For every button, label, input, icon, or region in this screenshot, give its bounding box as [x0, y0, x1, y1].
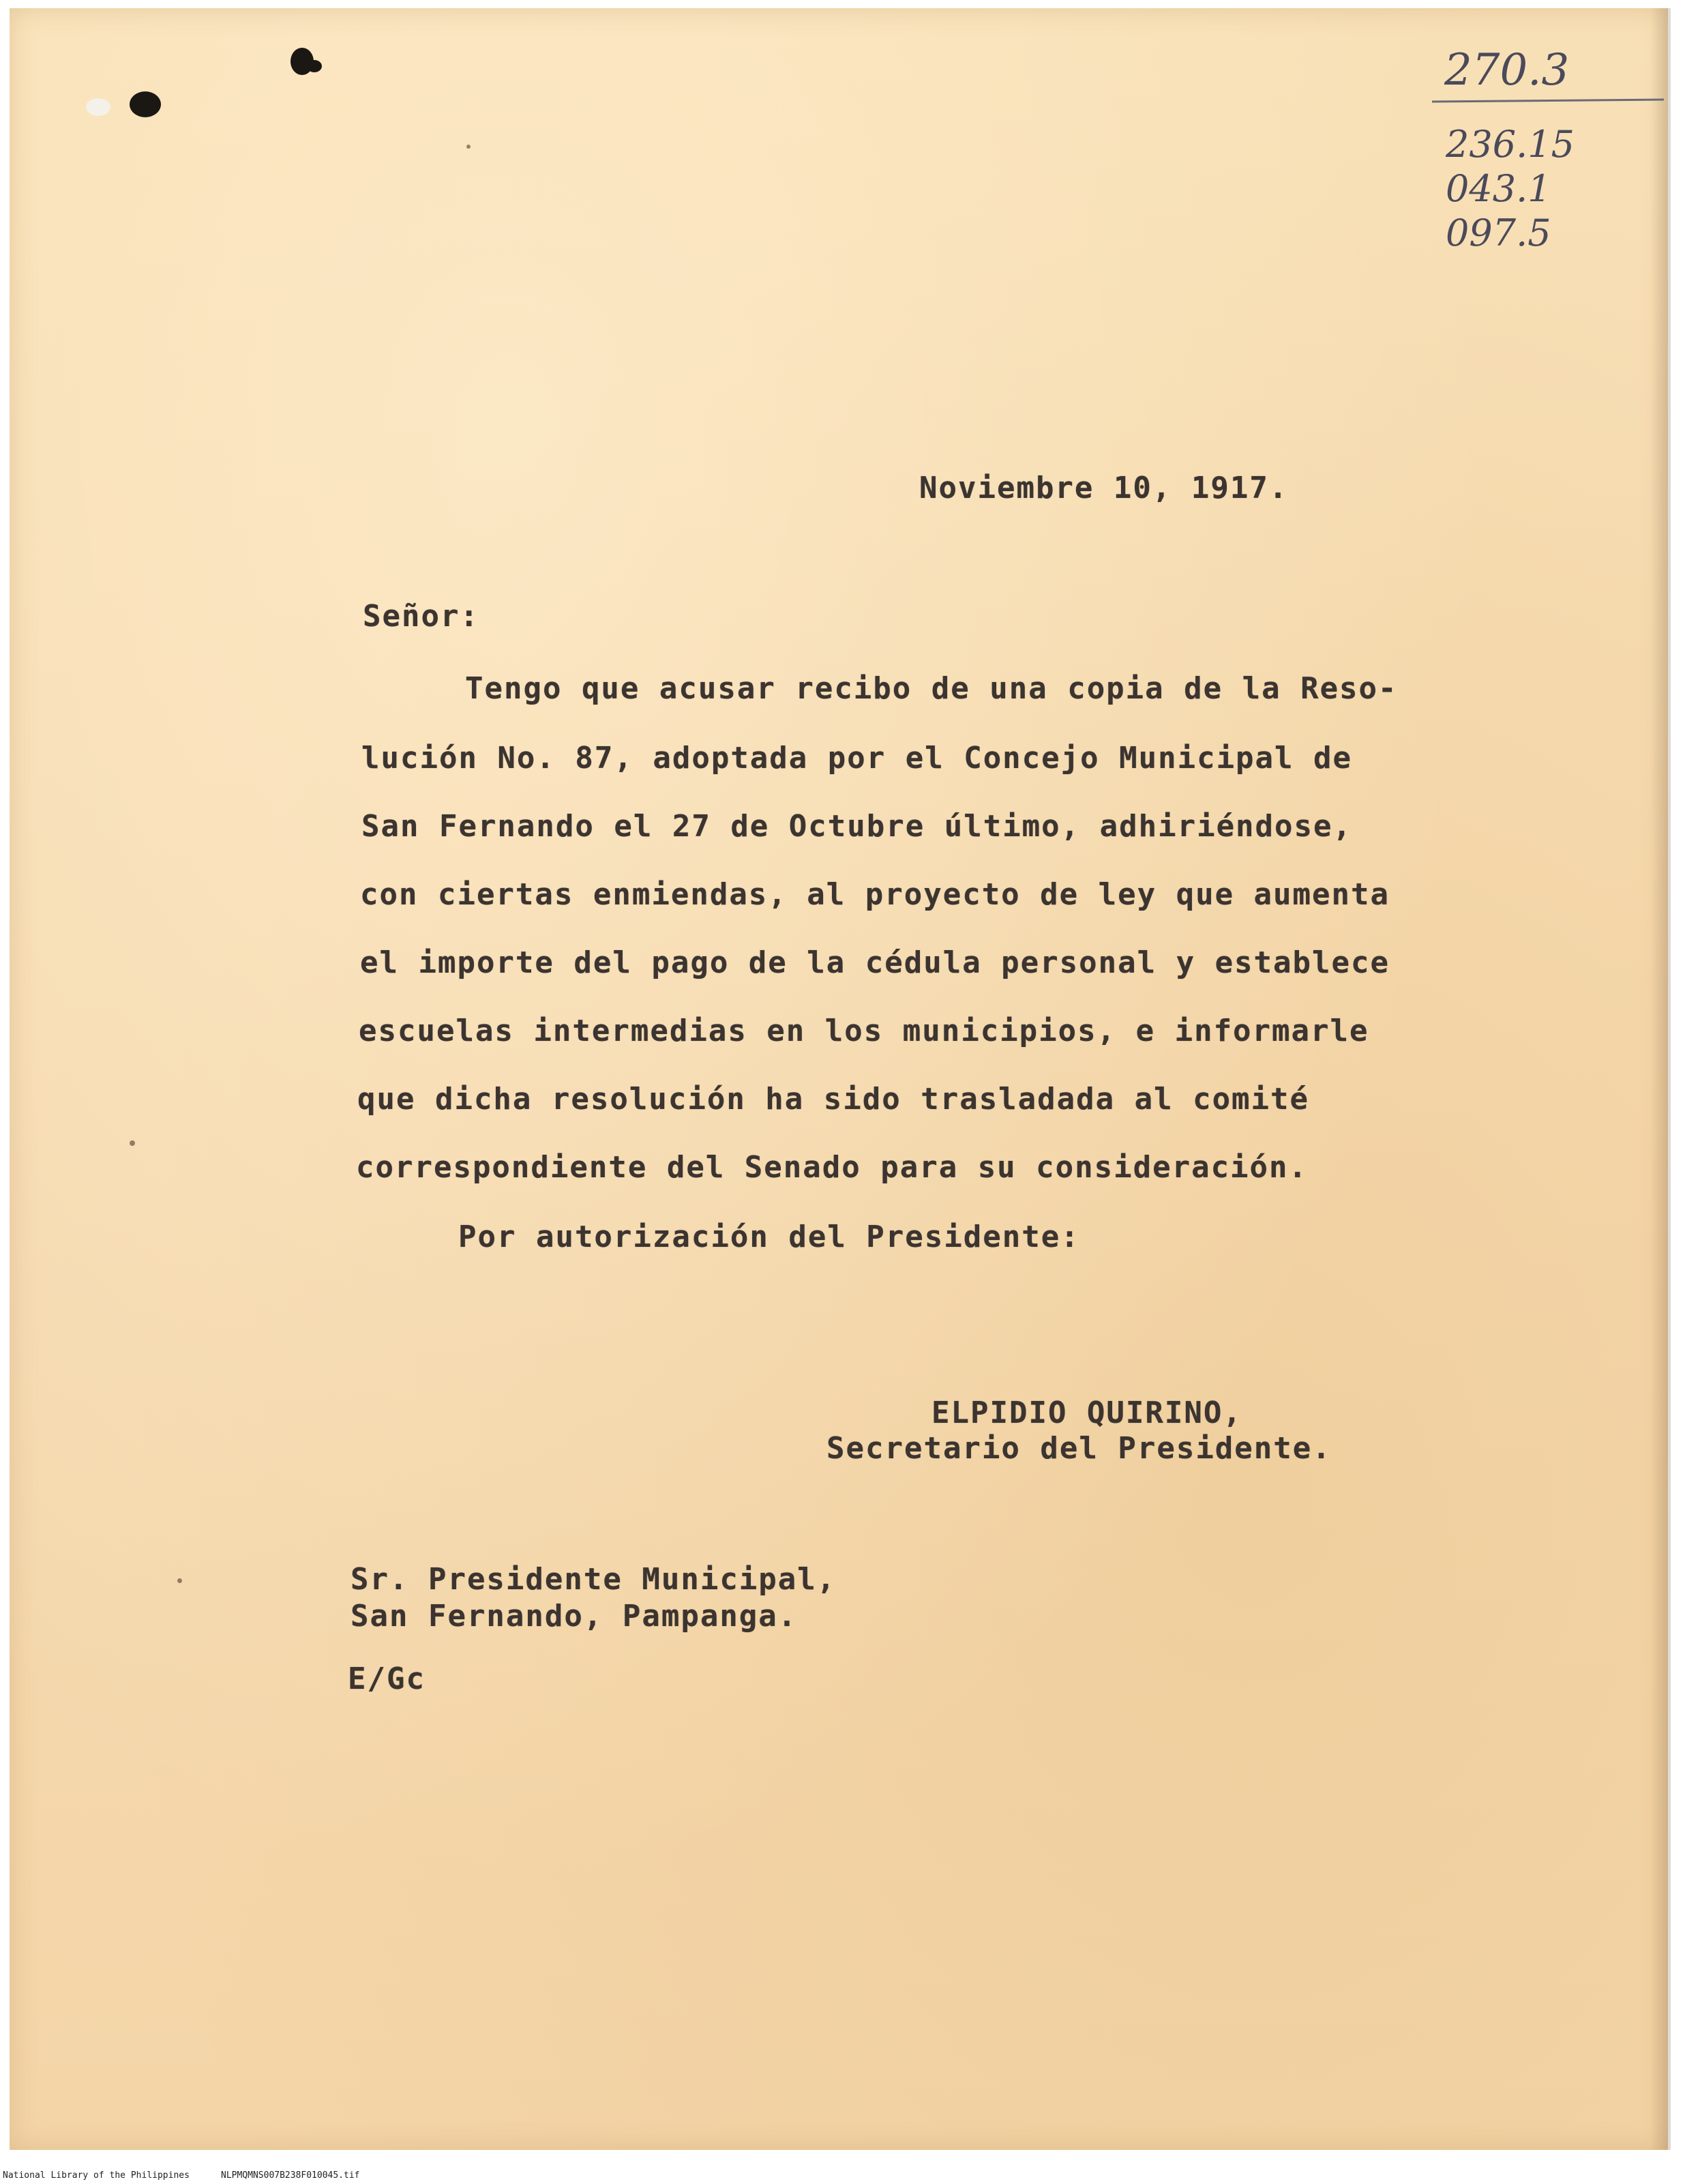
- salutation: Señor:: [363, 599, 479, 634]
- body-line: el importe del pago de la cédula personal y establece: [360, 945, 1390, 980]
- paper-sheet: [10, 8, 1668, 2150]
- body-line: escuelas intermedias en los municipios, e informarle: [359, 1014, 1369, 1048]
- body-line: con ciertas enmiendas, al proyecto de ley que aumenta: [360, 877, 1390, 912]
- punch-hole: [86, 98, 110, 116]
- punch-hole: [307, 60, 322, 72]
- page-edge-shadow: [1650, 8, 1671, 2150]
- body-line: correspondiente del Senado para su consideración.: [356, 1150, 1309, 1185]
- addressee-line: Sr. Presidente Municipal,: [351, 1562, 837, 1597]
- archive-code-sub: 236.15: [1446, 123, 1575, 166]
- body-line: San Fernando el 27 de Octubre último, adhiriéndose,: [361, 809, 1353, 844]
- ink-speck: [130, 1140, 135, 1146]
- footer-institution: National Library of the Philippines: [3, 2170, 190, 2181]
- signatory-title: Secretario del Presidente.: [826, 1431, 1332, 1466]
- body-line: lución No. 87, adoptada por el Concejo Municipal de: [361, 741, 1353, 776]
- archive-code-sub: 043.1: [1446, 167, 1551, 210]
- addressee-line: San Fernando, Pampanga.: [351, 1599, 798, 1634]
- ink-speck: [466, 145, 471, 149]
- body-line: que dicha resolución ha sido trasladada al comité: [357, 1082, 1310, 1117]
- signatory-name: ELPIDIO QUIRINO,: [931, 1396, 1242, 1430]
- closing-line: Por autorización del Presidente:: [458, 1220, 1080, 1254]
- body-line: Tengo que acusar recibo de una copia de la Reso-: [465, 671, 1398, 706]
- letter-date: Noviembre 10, 1917.: [919, 471, 1289, 505]
- footer-file-id: NLPMQMNS007B238F010045.tif: [221, 2170, 360, 2181]
- reference-initials: E/Gc: [348, 1662, 426, 1696]
- punch-hole: [130, 91, 161, 117]
- ink-speck: [177, 1578, 182, 1583]
- archive-code-main: 270.3: [1444, 45, 1570, 95]
- archive-code-sub: 097.5: [1446, 211, 1551, 254]
